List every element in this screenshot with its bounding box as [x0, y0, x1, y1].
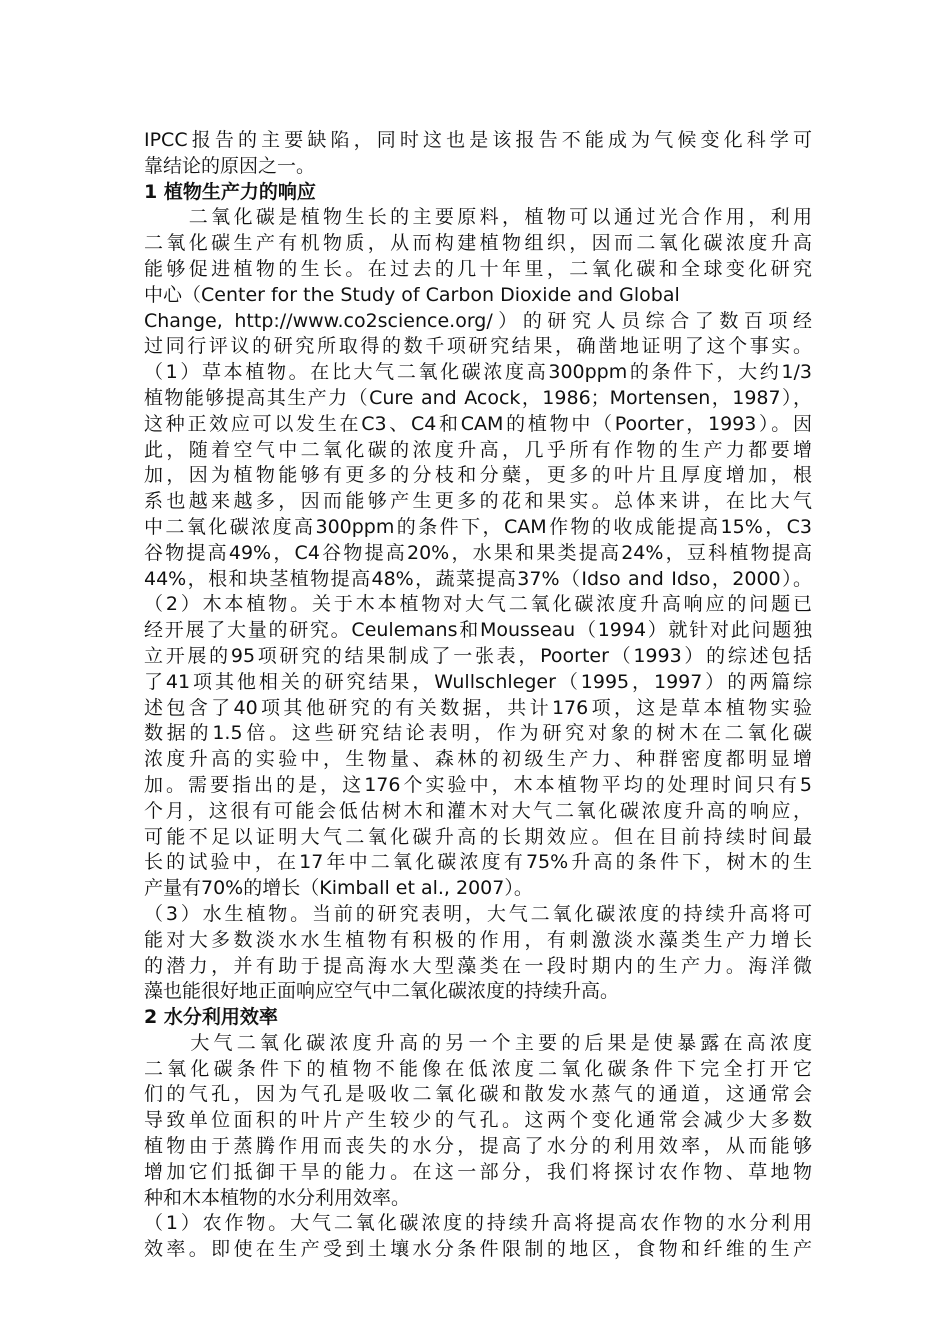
section-heading: 1 植物生产力的响应	[144, 180, 316, 203]
document-body	[144, 128, 812, 1263]
text-line: 二氧化碳是植物生长的主要原料，植物可以通过光合作用，利用	[144, 206, 812, 229]
text-line: 谷物提高49%，C4谷物提高20%，水果和果类提高24%，豆科植物提高	[144, 541, 812, 564]
text-line: 导致单位面积的叶片产生较少的气孔。这两个变化通常会减少大多数	[144, 1109, 812, 1132]
text-line: 二氧化碳生产有机物质，从而构建植物组织，因而二氧化碳浓度升高	[144, 232, 812, 255]
text-line: 这种正效应可以发生在C3、C4和CAM的植物中（Poorter，1993）。因	[144, 412, 812, 435]
text-line: 的潜力，并有助于提高海水大型藻类在一段时期内的生产力。海洋微	[144, 954, 812, 977]
section-heading: 2 水分利用效率	[144, 1006, 278, 1029]
text-line: 加。需要指出的是，这176个实验中，木本植物平均的处理时间只有5	[144, 773, 812, 796]
text-line: 数据的1.5倍。这些研究结论表明，作为研究对象的树木在二氧化碳	[144, 722, 812, 745]
text-line: 中心（Center for the Study of Carbon Dioxide and Global	[144, 283, 680, 306]
text-line: 效率。即使在生产受到土壤水分条件限制的地区，食物和纤维的生产	[144, 1238, 812, 1261]
text-line: 二氧化碳条件下的植物不能像在低浓度二氧化碳条件下完全打开它	[144, 1057, 812, 1080]
text-line: IPCC报告的主要缺陷，同时这也是该报告不能成为气候变化科学可	[144, 129, 812, 151]
text-line: 可能不足以证明大气二氧化碳升高的长期效应。但在目前持续时间最	[144, 825, 812, 848]
text-line: 种和木本植物的水分利用效率。	[144, 1186, 411, 1209]
text-line: 了41项其他相关的研究结果，Wullschleger（1995，1997）的两篇综	[144, 670, 812, 693]
text-line: 长的试验中，在17年中二氧化碳浓度有75%升高的条件下，树木的生	[144, 851, 812, 874]
text-line: 增加它们抵御干旱的能力。在这一部分，我们将探讨农作物、草地物	[144, 1160, 812, 1183]
text-line: 产量有70%的增长（Kimball et al., 2007）。	[144, 877, 533, 900]
text-line: 能对大多数淡水水生植物有积极的作用，有刺激淡水藻类生产力增长	[144, 928, 812, 951]
text-line: （1）农作物。大气二氧化碳浓度的持续升高将提高农作物的水分利用	[144, 1212, 812, 1235]
text-line: 个月，这很有可能会低估树木和灌木对大气二氧化碳浓度升高的响应，	[144, 799, 812, 822]
text-line: （2）木本植物。关于木本植物对大气二氧化碳浓度升高响应的问题已	[144, 593, 812, 616]
text-line: 们的气孔，因为气孔是吸收二氧化碳和散发水蒸气的通道，这通常会	[144, 1083, 812, 1106]
text-line: 经开展了大量的研究。Ceulemans和Mousseau（1994）就针对此问题独	[144, 619, 812, 642]
text-line: Change, http://www.co2science.org/）的研究人员综合了数百项经	[144, 309, 812, 332]
text-line: 中二氧化碳浓度高300ppm的条件下，CAM作物的收成能提高15%，C3	[144, 515, 812, 538]
text-line: 植物能够提高其生产力（Cure and Acock，1986；Mortensen，1987），	[144, 386, 812, 409]
text-line: 此，随着空气中二氧化碳的浓度升高，几乎所有作物的生产力都要增	[144, 438, 812, 461]
text-line: （1）草本植物。在比大气二氧化碳浓度高300ppm的条件下，大约1/3	[144, 361, 812, 384]
text-line: 述包含了40项其他研究的有关数据，共计176项，这是草本植物实验	[144, 696, 812, 719]
text-line: 藻也能很好地正面响应空气中二氧化碳浓度的持续升高。	[144, 980, 620, 1003]
text-line: 加，因为植物能够有更多的分枝和分蘖，更多的叶片且厚度增加，根	[144, 464, 812, 487]
text-line: 靠结论的原因之一。	[144, 154, 316, 177]
text-line: 过同行评议的研究所取得的数千项研究结果，确凿地证明了这个事实。	[144, 335, 812, 358]
text-line: 系也越来越多，因而能够产生更多的花和果实。总体来讲，在比大气	[144, 490, 812, 513]
text-line: 植物由于蒸腾作用而丧失的水分，提高了水分的利用效率，从而能够	[144, 1135, 812, 1158]
text-line: 大气二氧化碳浓度升高的另一个主要的后果是使暴露在高浓度	[144, 1031, 812, 1054]
text-line: 立开展的95项研究的结果制成了一张表，Poorter（1993）的综述包括	[144, 644, 812, 667]
text-line: 能够促进植物的生长。在过去的几十年里，二氧化碳和全球变化研究	[144, 257, 812, 280]
text-line: 44%，根和块茎植物提高48%，蔬菜提高37%（Idso and Idso，2000）。	[144, 567, 812, 590]
text-line: 浓度升高的实验中，生物量、森林的初级生产力、种群密度都明显增	[144, 748, 812, 771]
text-line: （3）水生植物。当前的研究表明，大气二氧化碳浓度的持续升高将可	[144, 902, 812, 925]
